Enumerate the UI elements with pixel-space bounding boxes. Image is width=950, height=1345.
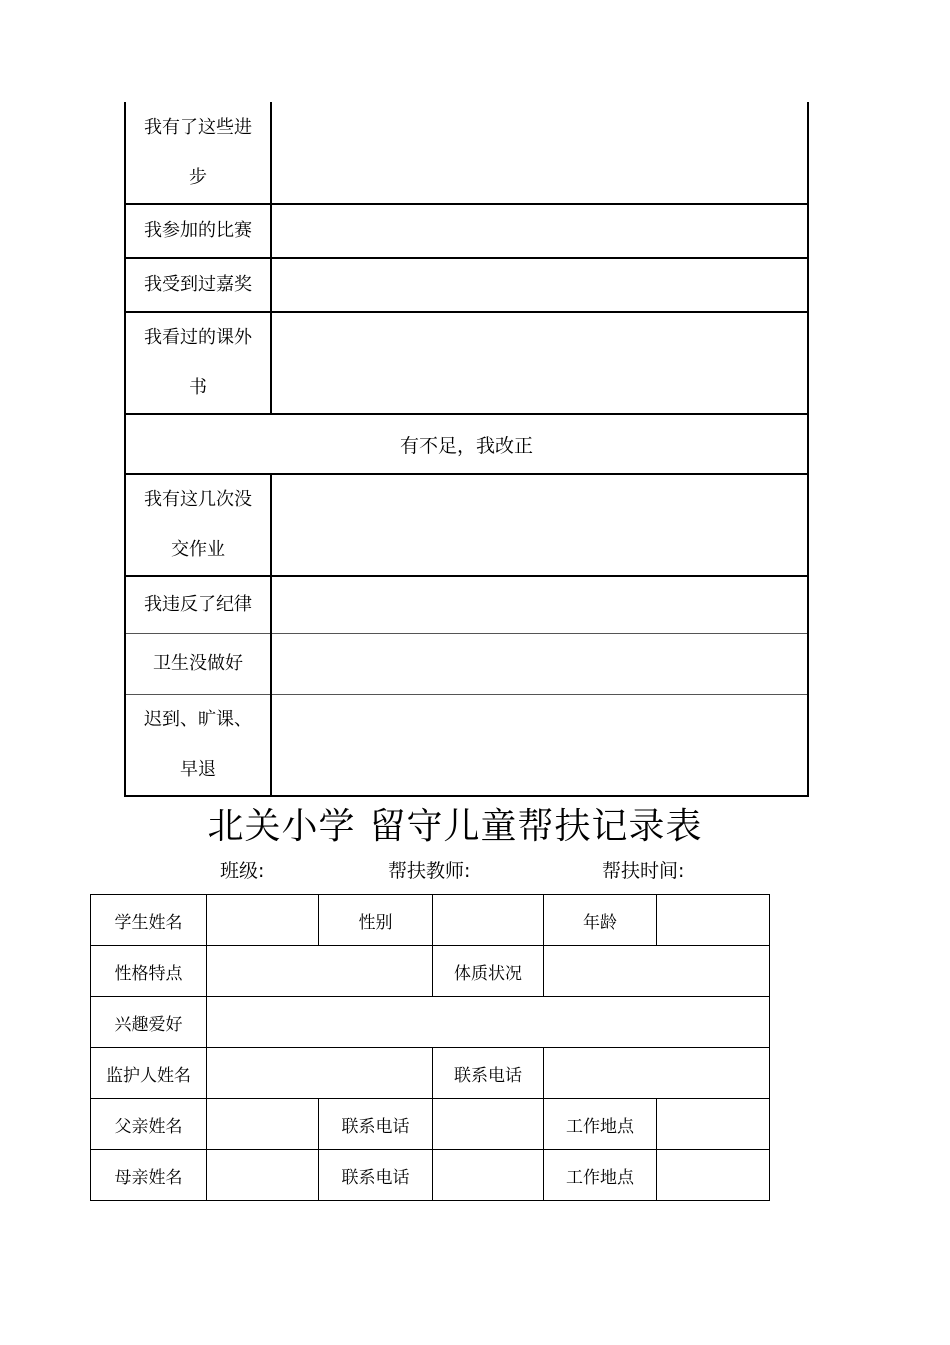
books-value[interactable] [271, 312, 808, 414]
student-name-label: 学生姓名 [91, 895, 207, 946]
award-value[interactable] [271, 258, 808, 312]
school-name: 北关小学 [207, 806, 356, 847]
info-table [90, 894, 770, 1201]
progress-row [125, 102, 808, 204]
progress-label: 我有了这些进 步 [125, 102, 271, 204]
discipline-row [125, 576, 808, 633]
physique-label: 体质状况 [433, 946, 544, 997]
books-label: 我看过的课外 书 [125, 312, 271, 414]
teacher-label: 帮扶教师: [388, 860, 471, 882]
section-heading: 有不足，我改正 [125, 414, 808, 474]
info-row-personality [91, 946, 770, 997]
father-name-field[interactable] [207, 1099, 319, 1150]
hygiene-label: 卫生没做好 [125, 633, 271, 694]
age-field[interactable] [657, 895, 770, 946]
form-title [0, 798, 910, 849]
section-row [125, 414, 808, 474]
mother-phone-label: 联系电话 [319, 1150, 433, 1201]
progress-value[interactable] [271, 102, 808, 204]
father-phone-label: 联系电话 [319, 1099, 433, 1150]
late-value[interactable] [271, 694, 808, 796]
mother-name-label: 母亲姓名 [91, 1150, 207, 1201]
guardian-name-field[interactable] [207, 1048, 433, 1099]
personality-field[interactable] [207, 946, 433, 997]
homework-value[interactable] [271, 474, 808, 576]
interests-field[interactable] [207, 997, 770, 1048]
mother-workplace-label: 工作地点 [544, 1150, 657, 1201]
mother-phone-field[interactable] [433, 1150, 544, 1201]
hygiene-value[interactable] [271, 633, 808, 694]
info-row-interests [91, 997, 770, 1048]
discipline-label: 我违反了纪律 [125, 576, 271, 633]
competition-row [125, 204, 808, 258]
mother-name-field[interactable] [207, 1150, 319, 1201]
competition-value[interactable] [271, 204, 808, 258]
award-row [125, 258, 808, 312]
homework-row [125, 474, 808, 576]
form-name: 留守儿童帮扶记录表 [369, 806, 703, 847]
student-name-field[interactable] [207, 895, 319, 946]
homework-label: 我有这几次没 交作业 [125, 474, 271, 576]
award-label: 我受到过嘉奖 [125, 258, 271, 312]
late-row [125, 694, 808, 796]
father-phone-field[interactable] [433, 1099, 544, 1150]
discipline-value[interactable] [271, 576, 808, 633]
class-label: 班级: [220, 860, 265, 882]
books-row [125, 312, 808, 414]
gender-field[interactable] [433, 895, 544, 946]
record-table [124, 102, 809, 797]
info-row-guardian [91, 1048, 770, 1099]
guardian-phone-label: 联系电话 [433, 1048, 544, 1099]
physique-field[interactable] [544, 946, 770, 997]
father-workplace-label: 工作地点 [544, 1099, 657, 1150]
info-row-father [91, 1099, 770, 1150]
late-label: 迟到、旷课、 早退 [125, 694, 271, 796]
age-label: 年龄 [544, 895, 657, 946]
personality-label: 性格特点 [91, 946, 207, 997]
guardian-phone-field[interactable] [544, 1048, 770, 1099]
time-label: 帮扶时间: [602, 860, 685, 882]
father-workplace-field[interactable] [657, 1099, 770, 1150]
info-row-mother [91, 1150, 770, 1201]
father-name-label: 父亲姓名 [91, 1099, 207, 1150]
mother-workplace-field[interactable] [657, 1150, 770, 1201]
info-row-basic [91, 895, 770, 946]
guardian-name-label: 监护人姓名 [91, 1048, 207, 1099]
interests-label: 兴趣爱好 [91, 997, 207, 1048]
hygiene-row [125, 633, 808, 694]
gender-label: 性别 [319, 895, 433, 946]
competition-label: 我参加的比赛 [125, 204, 271, 258]
